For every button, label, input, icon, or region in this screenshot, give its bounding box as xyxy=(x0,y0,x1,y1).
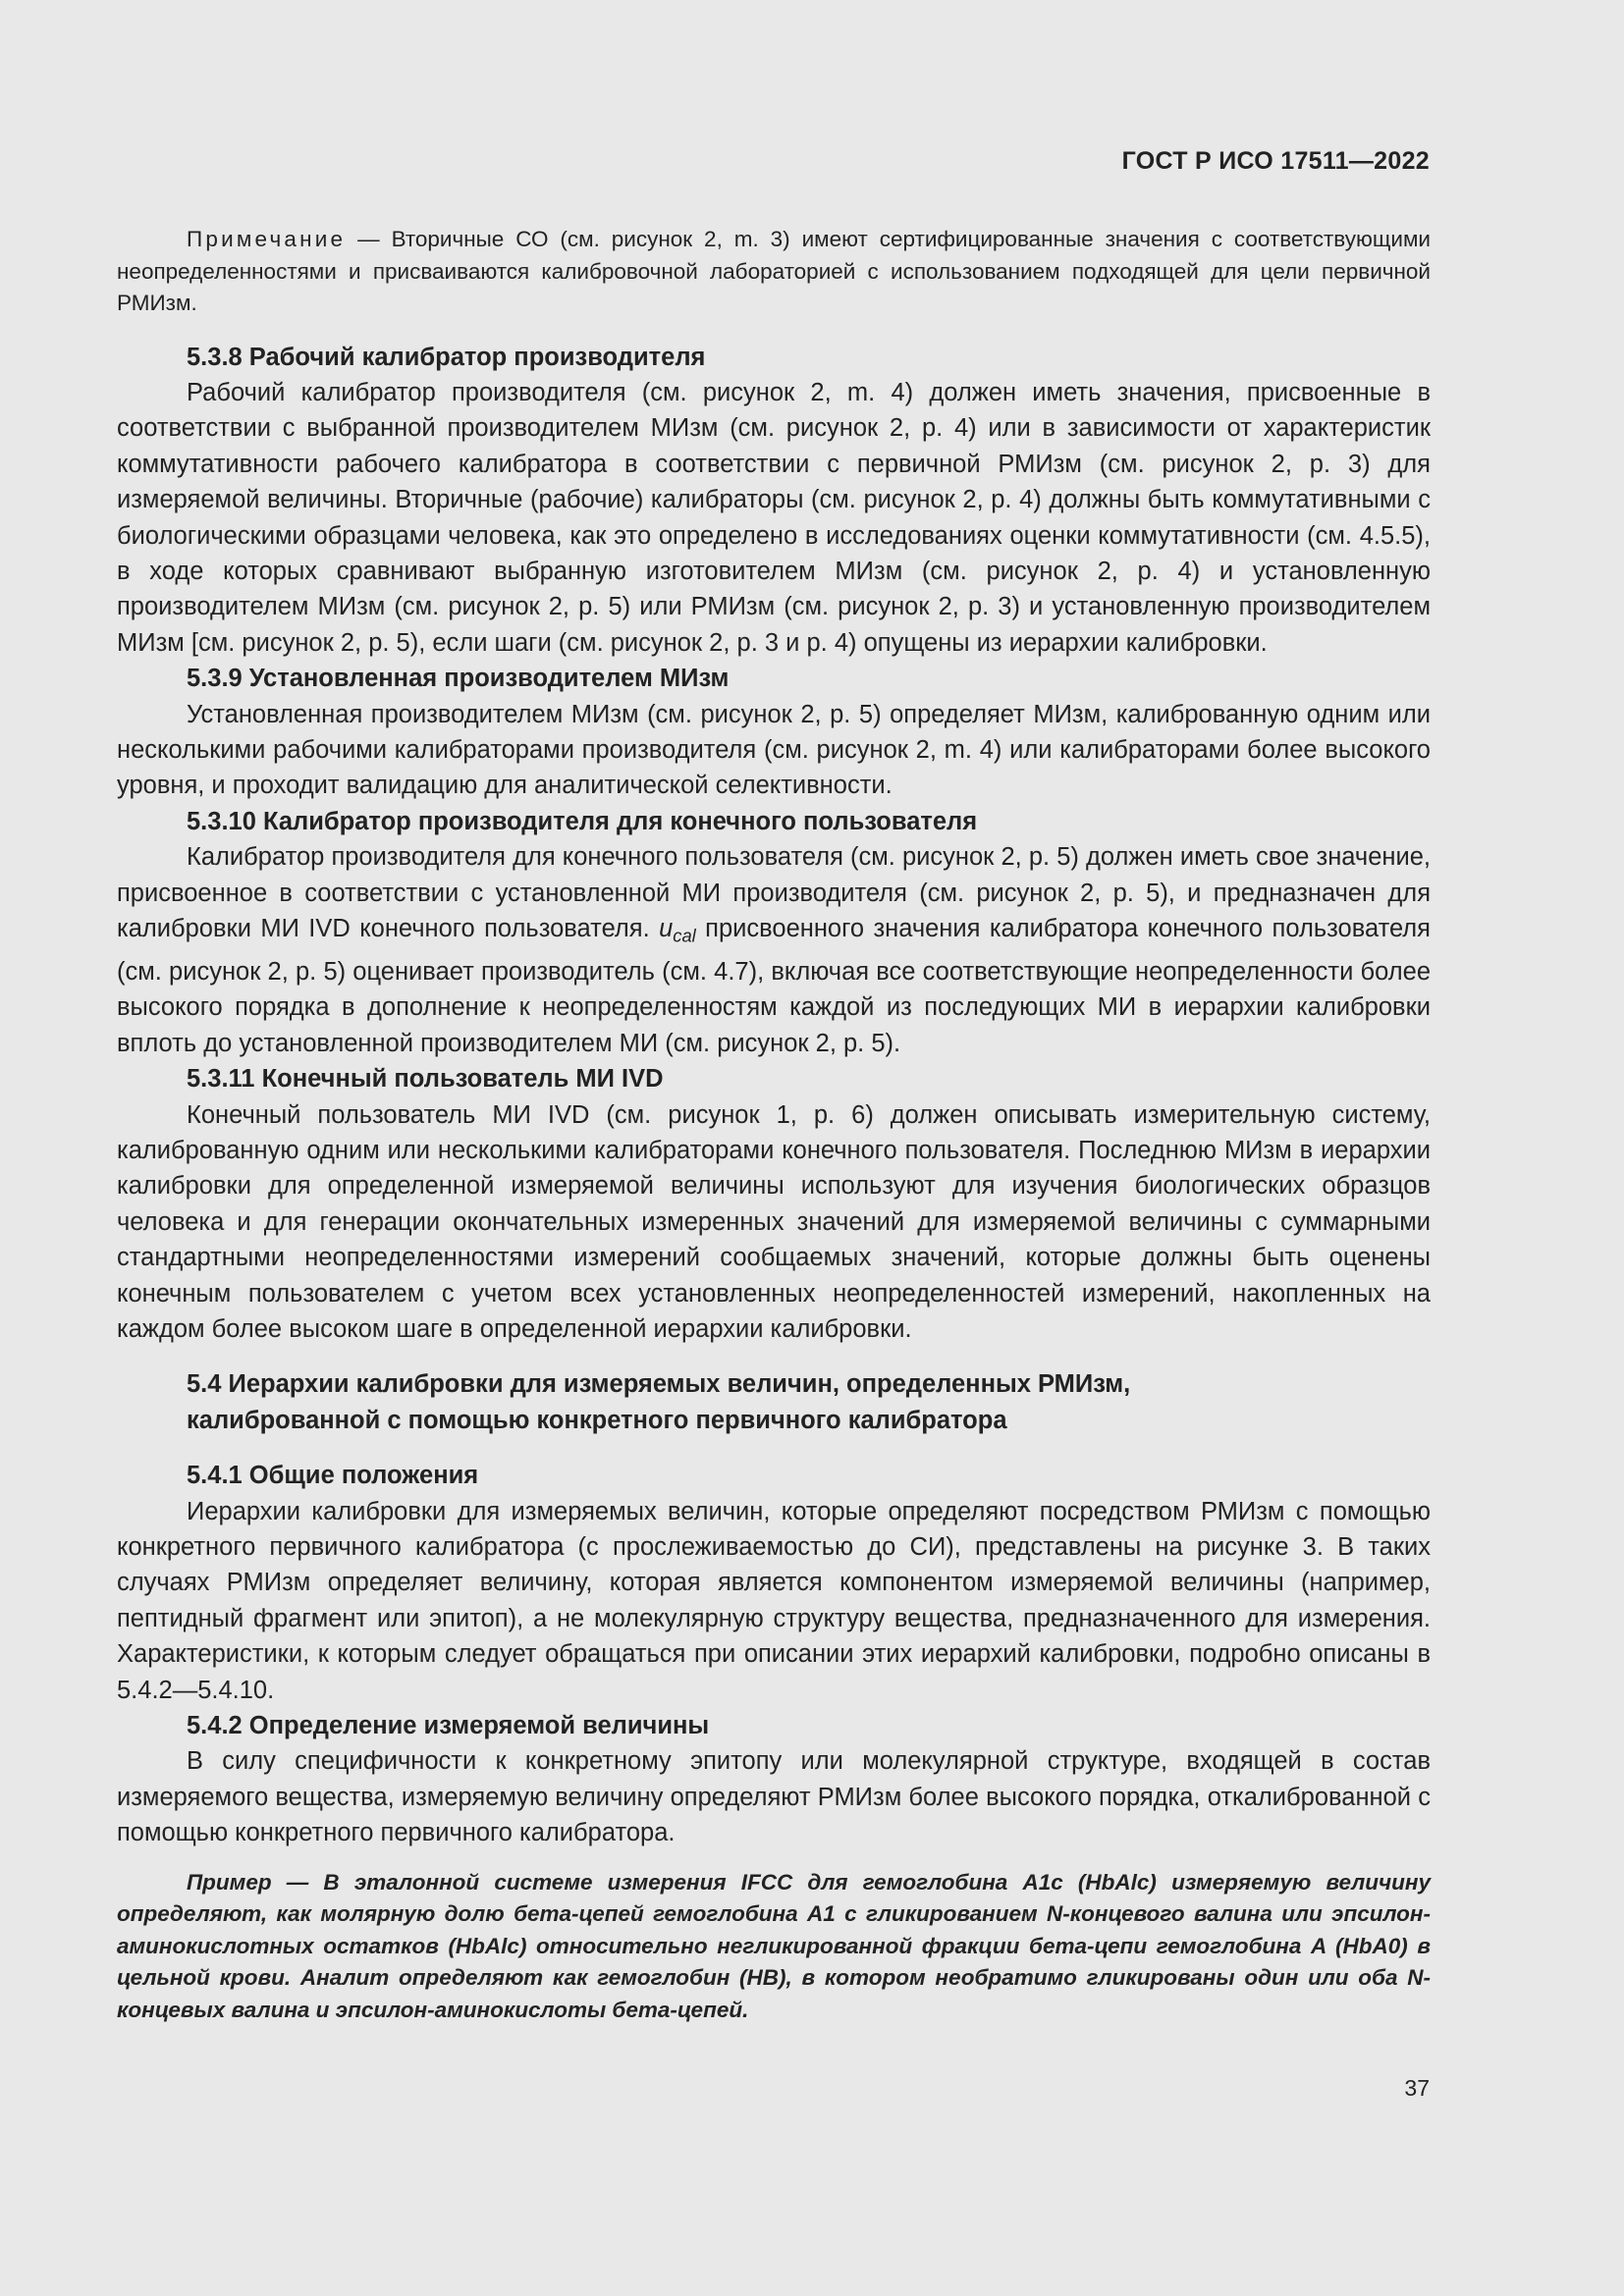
paragraph-5-3-8: Рабочий калибратор производителя (см. рисунок 2, m. 4) должен иметь значения, присвоенные в соответствии с выбранной производителем МИзм (см. рисунок 2, р. 4) или в зависимости от характеристик коммутативности рабочего калибратора в соответствии с первичной РМИзм (см. рисунок 2, р. 3) для измеряемой величины. Вторичные (рабочие) калибраторы (см. рисунок 2, р. 4) должны быть коммутативными с биологическими образцами человека, как это определено в исследованиях оценки коммутативности (см. 4.5.5), в ходе которых сравнивают выбранную изготовителем МИзм (см. рисунок 2, р. 4) и установленную производителем МИзм (см. рисунок 2, р. 5) или РМИзм (см. рисунок 2, р. 3) и установленную производителем МИзм [см. рисунок 2, р. 5), если шаги (см. рисунок 2, р. 3 и р. 4) опущены из иерархии калибровки. xyxy=(117,378,1431,657)
heading-5-4-2: 5.4.2 Определение измеряемой величины xyxy=(187,1712,710,1740)
heading-5-3-9: 5.3.9 Установленная производителем МИзм xyxy=(187,665,730,693)
note-paragraph xyxy=(117,224,1431,320)
paragraph-5-4-2: В силу специфичности к конкретному эпитопу или молекулярной структуре, входящей в состав измеряемого вещества, измеряемую величину определяют РМИзм более высокого порядка, откалиброванной с помощью конкретного первичного калибратора. xyxy=(117,1747,1431,1847)
heading-5-4-1: 5.4.1 Общие положения xyxy=(187,1462,479,1490)
paragraph-5-3-10 xyxy=(117,839,1431,1061)
ucal-subscript: cal xyxy=(673,925,696,946)
note-label: Примечание xyxy=(187,227,347,251)
document-header: ГОСТ Р ИСО 17511—2022 xyxy=(1121,147,1430,175)
ucal-base: u xyxy=(659,915,674,942)
paragraph-5-3-10-part2: присвоенного значения калибратора конечного пользователя (см. рисунок 2, р. 5) оценивает производитель (см. 4.7), включая все соответствующие неопределенности более высокого порядка в дополнение к неопределенностям каждой из последующих МИ в иерархии калибровки вплоть до установленной производителем МИ (см. рисунок 2, р. 5). xyxy=(117,915,1431,1057)
heading-5-3-11: 5.3.11 Конечный пользователь МИ IVD xyxy=(187,1065,664,1094)
page-content xyxy=(117,224,1431,2026)
page-number: 37 xyxy=(1404,2075,1430,2101)
paragraph-5-3-10-part1: Калибратор производителя для конечного пользователя (см. рисунок 2, р. 5) должен иметь свое значение, присвоенное в соответствии с установленной МИ производителя (см. рисунок 2, р. 5), и предназначен для калибровки МИ IVD конечного пользователя. xyxy=(117,843,1431,942)
example-paragraph: Пример — В эталонной системе измерения IFCC для гемоглобина A1c (HbAlc) измеряемую величину определяют, как молярную долю бета-цепей гемоглобина A1 с гликированием N-концевого валина или эпсилон-аминокислотных остатков (HbAlc) относительно негликированной фракции бета-цепи гемоглобина A (HbA0) в цельной крови. Аналит определяют как гемоглобин (HB), в котором необратимо гликированы один или оба N-концевых валина и эпсилон-аминокислоты бета-цепей. xyxy=(117,1869,1431,2022)
heading-5-3-8: 5.3.8 Рабочий калибратор производителя xyxy=(187,343,706,371)
heading-5-3-10: 5.3.10 Калибратор производителя для конечного пользователя xyxy=(187,807,978,835)
heading-5-4-line2: калиброванной с помощью конкретного первичного калибратора xyxy=(187,1406,1007,1434)
heading-5-4-line1: 5.4 Иерархии калибровки для измеряемых величин, определенных РМИзм, xyxy=(187,1370,1131,1399)
paragraph-5-4-1: Иерархии калибровки для измеряемых величин, которые определяют посредством РМИзм с помощью конкретного первичного калибратора (с прослеживаемостью до СИ), представлены на рисунке 3. В таких случаях РМИзм определяет величину, которая является компонентом измеряемой величины (например, пептидный фрагмент или эпитоп), а не молекулярную структуру вещества, предназначенного для измерения. Характеристики, к которым следует обращаться при описании этих иерархий калибровки, подробно описаны в 5.4.2—5.4.10. xyxy=(117,1497,1431,1704)
ucal-symbol xyxy=(659,915,696,946)
note-text: — Вторичные СО (см. рисунок 2, m. 3) имеют сертифицированные значения с соответствующими неопределенностями и присваиваются калибровочной лабораторией с использованием подходящей для цели первичной РМИзм. xyxy=(117,227,1431,315)
paragraph-5-3-11: Конечный пользователь МИ IVD (см. рисунок 1, р. 6) должен описывать измерительную систему, калиброванную одним или несколькими калибраторами конечного пользователя. Последнюю МИзм в иерархии калибровки для определенной измеряемой величины используют для изучения биологических образцов человека и для генерации окончательных измеренных значений для измеряемой величины с суммарными стандартными неопределенностями измерений сообщаемых значений, которые должны быть оценены конечным пользователем с учетом всех установленных неопределенностей измерений, накопленных на каждом более высоком шаге в определенной иерархии калибровки. xyxy=(117,1100,1431,1343)
paragraph-5-3-9: Установленная производителем МИзм (см. рисунок 2, р. 5) определяет МИзм, калиброванную одним или несколькими рабочими калибраторами производителя (см. рисунок 2, m. 4) или калибраторами более высокого уровня, и проходит валидацию для аналитической селективности. xyxy=(117,700,1431,800)
